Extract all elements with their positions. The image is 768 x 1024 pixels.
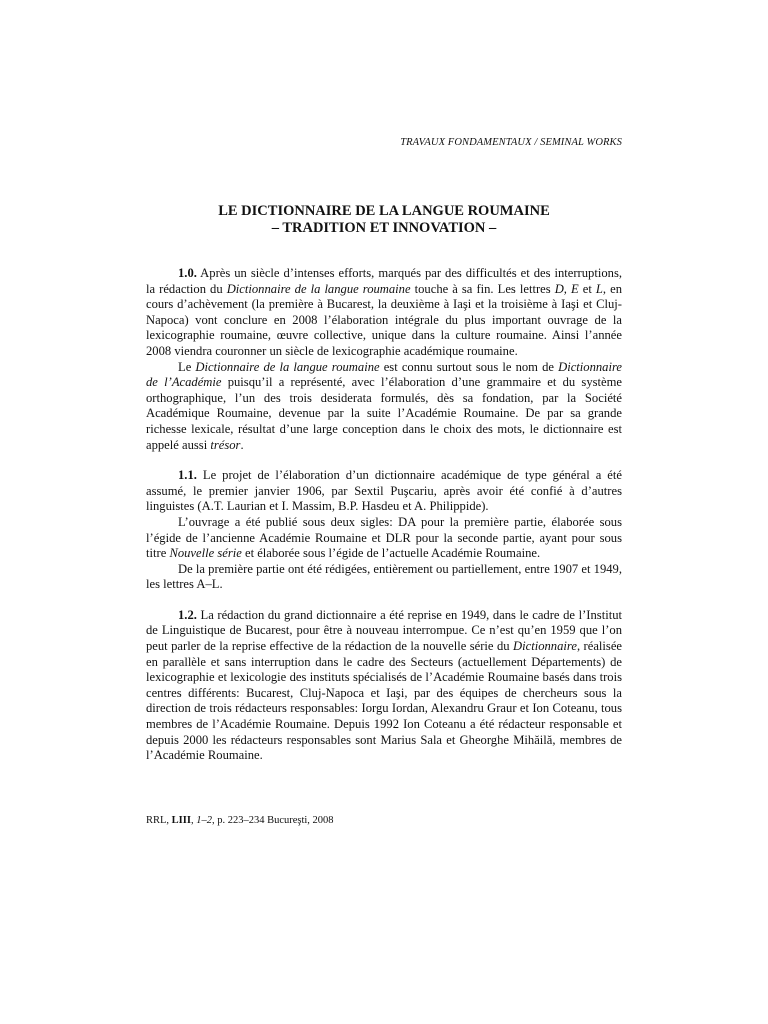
section-number: 1.0.: [178, 266, 197, 280]
article-body: [146, 266, 622, 764]
paragraph-1-1-b: L’ouvrage a été publié sous deux sigles: DA pour la première partie, élaborée sous l’égide de l’ancienne Académie Roumaine et DLR pour la seconde partie, ayant pour sous titre Nouvelle série et élaborée sous l’égide de l’actuelle Académie Roumaine.: [146, 514, 622, 561]
paragraph-1-2: 1.2. La rédaction du grand dictionnaire a été reprise en 1949, dans le cadre de l’Institut de Linguistique de Bucarest, pour être à nouveau interrompue. Ce n’est qu’en 1959 que l’on peut parler de la reprise effective de la rédaction de la nouvelle série du Dictionnaire, réalisée en parallèle et sans interruption dans le cadre des Secteurs (actuellement Départements) de lexicographie et lexicologie des instituts spécialisés de l’Académie Roumaine basés dans trois centres différents: Bucarest, Cluj-Napoca et Iaşi, par des équipes de chercheurs sous la direction de trois rédacteurs responsables: Iorgu Iordan, Alexandru Graur et Ion Coteanu, tous membres de l’Académie Roumaine. Depuis 1992 Ion Coteanu a été rédacteur responsable et depuis 2000 les rédacteurs responsables sont Marius Sala et Gheorghe Mihăilă, membres de l’Académie Roumaine.: [146, 607, 622, 763]
paragraph-1-0-b: Le Dictionnaire de la langue roumaine est connu surtout sous le nom de Dictionnaire de l’Académie puisqu’il a représenté, avec l’élaboration d’une grammaire et du système orthographique, l’un des trois desiderata formulés, dès sa fondation, par la Société Académique Roumaine, devenue par la suite l’Académie Roumaine. De par sa grande richesse lexicale, résultat d’une large conception dans le choix des mots, le dictionnaire est appelé aussi trésor.: [146, 359, 622, 452]
paragraph-1-0-a: 1.0. Après un siècle d’intenses efforts, marqués par des difficultés et des interruptions, la rédaction du Dictionnaire de la langue roumaine touche à sa fin. Les lettres D, E et L, en cours d’achèvement (la première à Bucarest, la deuxième à Iaşi et la troisième à Iaşi et Cluj-Napoca) vont conclure en 2008 l’élaboration intégrale du plus important ouvrage de la lexicographie roumaine, œuvre collective, unique dans la culture roumaine. Ainsi l’année 2008 viendra couronner un siècle de lexicographie académique roumaine.: [146, 266, 623, 358]
title-line-1: LE DICTIONNAIRE DE LA LANGUE ROUMAINE: [218, 203, 550, 219]
citation-footer: RRL, LIII, 1–2, p. 223–234 Bucureşti, 2008: [146, 815, 334, 826]
article-title: [146, 203, 622, 237]
section-number: 1.2.: [178, 607, 197, 622]
title-line-2: – TRADITION ET INNOVATION –: [271, 220, 497, 236]
paragraph-1-1-c: De la première partie ont été rédigées, entièrement ou partiellement, entre 1907 et 1949, les lettres A–L.: [146, 561, 622, 592]
paragraph-1-1-a: 1.1. Le projet de l’élaboration d’un dictionnaire académique de type général a été assumé, le premier janvier 1906, par Sextil Puşcariu, après avoir été confié à d’autres linguistes (A.T. Laurian et I. Massim, B.P. Hasdeu et A. Philippide).: [146, 468, 622, 514]
section-number: 1.1.: [178, 468, 197, 483]
running-head: TRAVAUX FONDAMENTAUX / SEMINAL WORKS: [400, 137, 622, 148]
